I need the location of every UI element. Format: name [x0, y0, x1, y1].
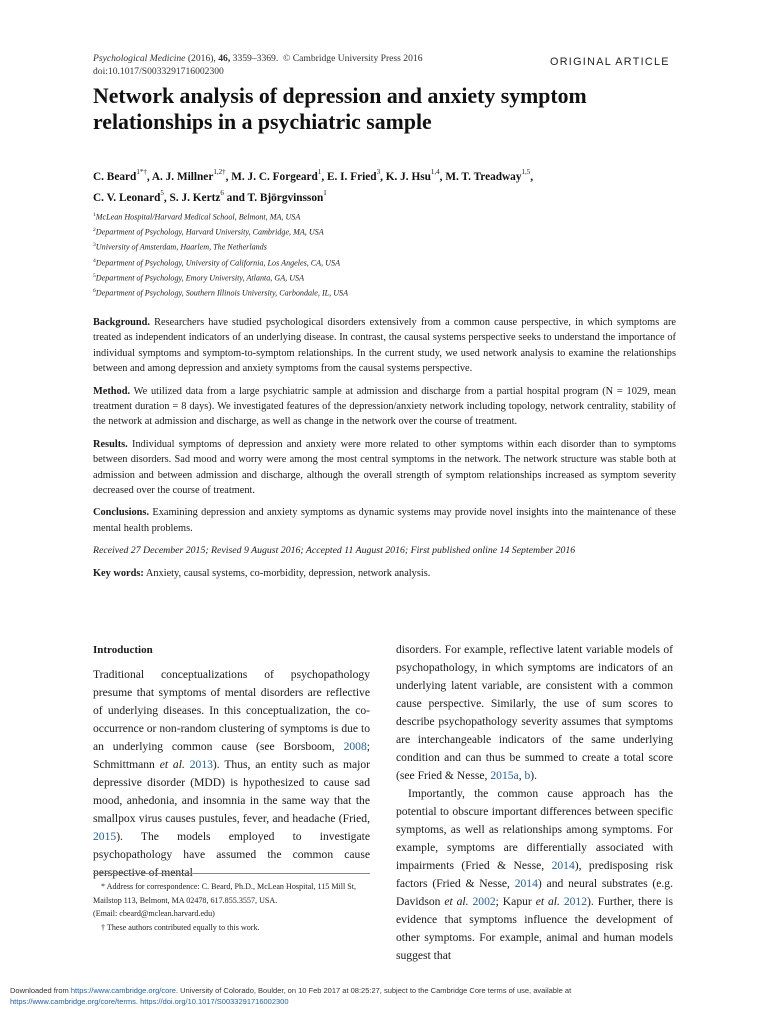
author-affil: 1 [317, 168, 322, 176]
abstract-label: Background. [93, 317, 151, 328]
author-list [93, 165, 713, 207]
body-text-italic: et al. [159, 758, 185, 771]
body-column-left [93, 641, 370, 882]
body-text: ). [530, 769, 538, 782]
author-affil: 5 [160, 188, 164, 197]
body-text-italic: et al. [444, 895, 469, 908]
affiliation-text: Department of Psychology, Harvard University, Cambridge, MA, USA [95, 227, 324, 237]
affiliation-number: 3 [93, 242, 96, 249]
terms-link[interactable]: https://www.cambridge.org/core/terms [10, 997, 136, 1006]
correspondence-email: (Email: cbeard@mclean.harvard.edu) [93, 909, 215, 919]
abstract-method [93, 384, 676, 430]
keywords-label: Key words: [93, 567, 144, 579]
affiliation-list [93, 209, 348, 300]
abstract-text: Individual symptoms of depression and anxiety were more related to other symptoms within each disorder than to symptoms between disorders. Sad mood and worry were among the most central symptoms in the network. The network structure was stable both at admission and between admission and discharge, although the overall strength of symptom relationships increased as symptom severity decreased over the course of treatment. [93, 438, 676, 497]
journal-pages: 3359–3369. [232, 53, 279, 64]
body-text: ). Further, there is evidence that symptoms influence the development of other symptoms. For example, animal and human models suggest that [396, 895, 673, 962]
citation-link[interactable]: 2013 [189, 758, 213, 771]
footnote [93, 880, 373, 934]
affiliation-number: 2 [93, 227, 96, 234]
affiliation-number: 1 [93, 212, 96, 218]
download-text: . University of Colorado, Boulder, on 10 Feb 2017 at 08:25:27, subject to the Cambridge Core terms of use, available at [175, 986, 572, 995]
body-text: ; Schmittmann [93, 740, 370, 771]
abstract-conclusions [93, 505, 676, 536]
author-affil: 3 [376, 168, 381, 176]
body-text-italic: et al. [535, 895, 560, 908]
equal-contribution-note: † These authors contributed equally to this work. [101, 922, 260, 932]
author: C. Beard [93, 170, 137, 183]
affiliation-text: McLean Hospital/Harvard Medical School, Belmont, MA, USA [95, 212, 301, 222]
keywords [93, 566, 676, 581]
author: , M. J. C. Forgeard [225, 170, 318, 183]
citation-link[interactable]: 2014 [551, 859, 575, 872]
footnote-divider [93, 873, 370, 874]
article-type: ORIGINAL ARTICLE [550, 56, 670, 68]
download-separator: . [135, 997, 141, 1006]
author: , M. T. Treadway [439, 170, 522, 183]
core-link[interactable]: https://www.cambridge.org/core [70, 986, 176, 995]
affiliation-number: 5 [93, 272, 96, 279]
journal-year: (2016), [187, 53, 216, 64]
abstract-text: Researchers have studied psychological disorders extensively from a common cause perspective, in which symptoms are treated as independent indicators of an underlying disease. In contrast, the causal systems perspective seeks to understand the importance of individual symptoms and symptom-to-symptom relationships. In the current study, we used network analysis to examine the relationships between and among depression and anxiety symptoms from the causal systems perspective. [93, 317, 676, 375]
affiliation-item [93, 209, 348, 224]
affiliation-text: University of Amsterdam, Haarlem, The Netherlands [95, 243, 267, 253]
affiliation-item [93, 285, 348, 300]
author: and T. Björgvinsson [223, 191, 324, 204]
doi-link[interactable]: https://doi.org/10.1017/S0033291716002300 [140, 997, 289, 1006]
abstract-label: Results. [93, 438, 128, 450]
abstract-label: Method. [93, 385, 131, 397]
author-affil: 1,2† [213, 168, 226, 176]
download-notice [10, 985, 755, 1007]
journal-info [93, 53, 423, 78]
author-affil: 1,4 [430, 168, 440, 176]
journal-name: Psychological Medicine [93, 53, 186, 64]
body-paragraph [396, 785, 673, 965]
abstract-text: Examining depression and anxiety symptoms as dynamic systems may provide novel insights into the maintenance of these mental health problems. [93, 507, 676, 534]
affiliation-text: Department of Psychology, Southern Illinois University, Carbondale, IL, USA [95, 288, 349, 298]
body-text: ). The models employed to investigate psychopathology have assumed the common cause perspective of mental [93, 830, 370, 879]
citation-link[interactable]: 2015a [490, 769, 519, 782]
doi: doi:10.1017/S0033291716002300 [93, 65, 224, 77]
copyright: © Cambridge University Press 2016 [283, 53, 423, 64]
author: , S. J. Kertz [163, 191, 221, 204]
body-text: ) and neural substrates (e.g. Davidson [396, 877, 673, 908]
body-text: disorders. For example, reflective latent variable models of psychopathology, in which symptoms are indicators of an underlying latent variable, are consistent with a common cause perspective. Similarly, the use of sum scores to describe psychopathology severity assumes that symptoms are interchangeable indicators of the same underlying condition and can thus be summed to create a total score (see Fried & Nesse, [396, 643, 673, 782]
section-heading-introduction: Introduction [93, 644, 153, 656]
journal-citation-line [93, 53, 423, 66]
abstract-text: We utilized data from a large psychiatric sample at admission and discharge from a partial hospital program (N = 1029, mean treatment duration = 8 days). We investigated features of the depression/anxiety network including topology, network centrality, stability of the network at admission and discharge, as well as change in the network over the course of treatment. [93, 385, 676, 428]
body-column-right [396, 641, 673, 965]
author-affil: 1 [323, 188, 327, 197]
citation-link[interactable]: 2008 [343, 740, 367, 753]
body-text: Traditional conceptualizations of psychopathology presume that symptoms of mental disorders are reflective of underlying diseases. In this conceptualization, the co-occurrence or non-random clustering of symptoms is due to an underlying common cause (see Borsboom, [93, 668, 370, 753]
body-paragraph [93, 666, 370, 882]
publication-history: Received 27 December 2015; Revised 9 August 2016; Accepted 11 August 2016; First published online 14 September 2016 [93, 545, 576, 557]
author-affil: 1*† [136, 168, 147, 176]
abstract-background [93, 315, 676, 377]
citation-link[interactable]: 2002 [472, 895, 496, 908]
body-text: ; Kapur [495, 895, 536, 908]
journal-volume: 46, [218, 53, 231, 64]
author: , E. I. Fried [321, 170, 377, 183]
download-text: Downloaded from [10, 986, 71, 995]
abstract-results [93, 437, 676, 499]
affiliation-item [93, 270, 348, 285]
body-paragraph [396, 641, 673, 785]
body-text: , [518, 769, 525, 782]
affiliation-item [93, 239, 348, 254]
affiliation-number: 6 [93, 287, 96, 294]
keywords-text: Anxiety, causal systems, co-morbidity, depression, network analysis. [145, 567, 431, 579]
citation-link[interactable]: 2012 [563, 895, 588, 908]
body-text: ). Thus, an entity such as major depressive disorder (MDD) is hypothesized to cause sad mood, anhedonia, and insomnia in the same way that the smallpox virus causes pustules, fever, and headache (Fried, [93, 758, 371, 825]
body-text: Importantly, the common cause approach has the potential to obscure important differences between specific symptoms, as well as relationships among symptoms. For example, symptoms are differentially associated with impairments (Fried & Nesse, [396, 787, 673, 872]
citation-link[interactable]: b [524, 769, 531, 782]
author-affil: 1,5 [521, 168, 531, 176]
author: C. V. Leonard [93, 191, 161, 204]
body-text: ), predisposing risk factors (Fried & Nesse, [396, 859, 673, 890]
author: , K. J. Hsu [380, 170, 431, 183]
author: , A. J. Millner [146, 170, 214, 183]
citation-link[interactable]: 2015 [93, 830, 117, 843]
abstract [93, 315, 676, 588]
citation-link[interactable]: 2014 [514, 877, 538, 890]
correspondence-address: * Address for correspondence: C. Beard, Ph.D., McLean Hospital, 115 Mill St, Mailstop 113, Belmont, MA 02478, 617.855.3557, USA. [93, 882, 357, 905]
affiliation-number: 4 [93, 257, 96, 264]
abstract-label: Conclusions. [93, 507, 150, 519]
affiliation-text: Department of Psychology, Emory University, Atlanta, GA, USA [95, 273, 305, 283]
affiliation-text: Department of Psychology, University of California, Los Angeles, CA, USA [95, 258, 341, 268]
author-sep: , [530, 170, 534, 183]
author-affil: 6 [220, 188, 224, 197]
affiliation-item [93, 255, 348, 270]
article-title: Network analysis of depression and anxiety symptom relationships in a psychiatric sample [93, 84, 587, 134]
affiliation-item [93, 224, 348, 239]
